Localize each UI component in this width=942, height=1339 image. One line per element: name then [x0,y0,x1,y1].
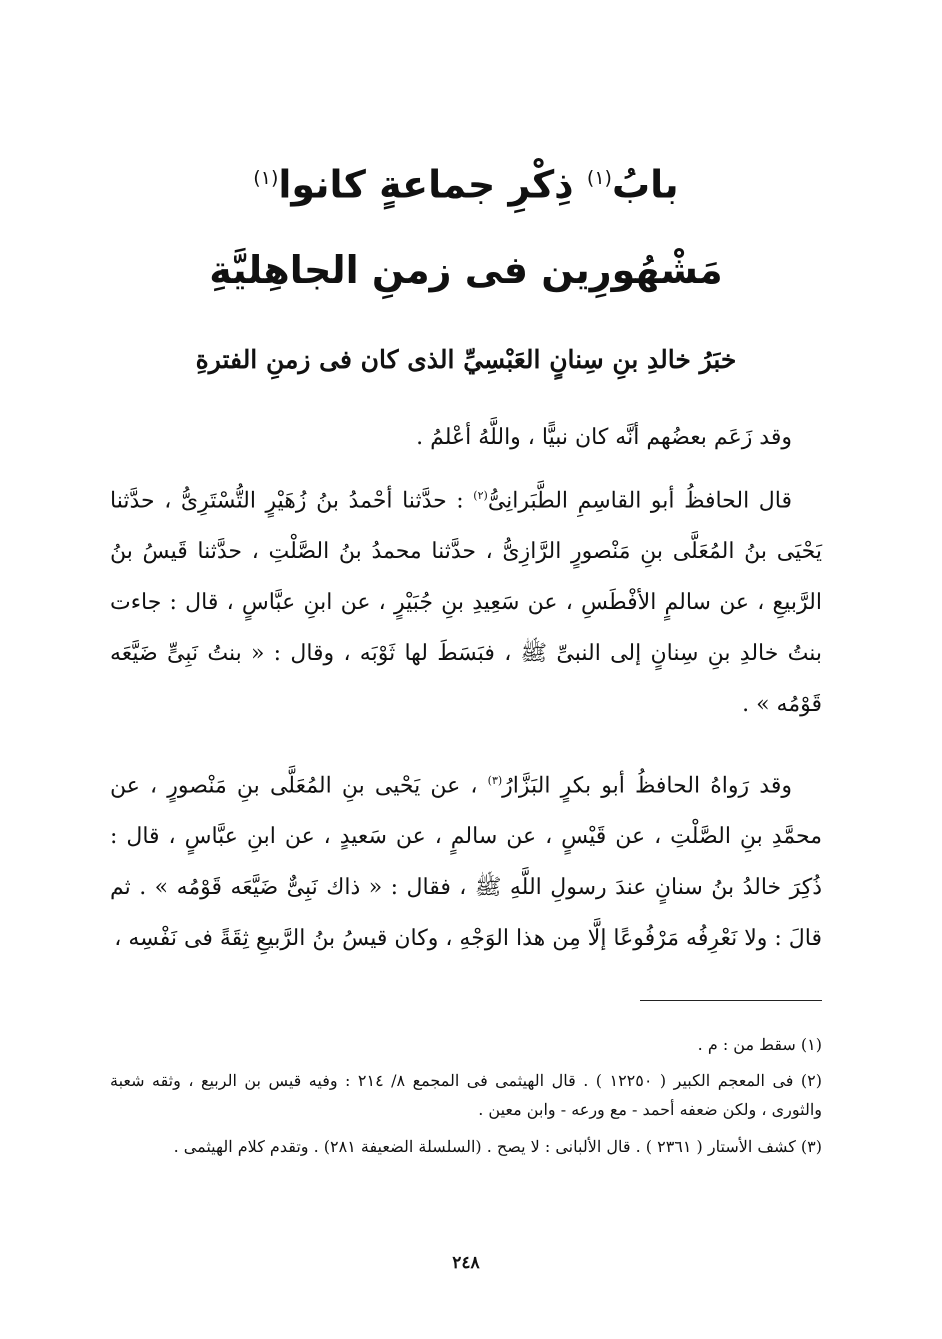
book-page [110,0,822,1339]
section-subheading: خبَرُ خالدِ بنِ سِنانٍ العَبْسِيِّ الذى كان فى زمنِ الفترةِ [195,345,737,374]
chapter-title-line-2: مَشْهُورِين فى زمنِ الجاهِليَّةِ [209,248,723,292]
paragraph-text: ، عن يَحْيى بنِ المُعَلَّى بنِ مَنْصورٍ ، عن محمَّدِ بنِ الصَّلْتِ ، عن قَيْسٍ ، عن سالمٍ ، عن سَعيدٍ ، عن ابنِ عبَّاسٍ ، قال : ذُكِرَ خالدُ بنُ سنانٍ عندَ رسولِ اللَّهِ ﷺ ، فقال : « ذاك نَبِىٌّ ضَيَّعَه قَوْمُه » . ثم قالَ : ولا نَعْرِفُه مَرْفُوعًا إلَّا مِن هذا الوَجْهِ ، وكان قيسُ بنُ الرَّبيعِ ثِقَةً فى نَفْسِه ، [110,773,822,952]
body-paragraph [110,470,822,730]
title-word: بابُ [611,162,679,207]
paragraph-text: : حدَّثنا أحْمدُ بنُ زُهَيْرٍ التُّسْتَرِىُّ ، حدَّثنا يَحْيَى بنُ المُعَلَّى بنِ مَنْصورٍ الرَّازِىُّ ، حدَّثنا محمدُ بنُ الصَّلْتِ ، حدَّثنا قَيسُ بنُ الرَّبيعِ ، عن سالمٍ الأفْطَسِ ، عن سَعِيدِ بنِ جُبَيْرٍ ، عن ابنِ عبَّاسٍ ، قال : جاءت بنتُ خالدِ بنِ سِنانٍ إلى النبىِّ ﷺ ، فبَسَطَ لها ثَوْبَه ، وقال : « بنتُ نَبِىٍّ ضَيَّعَه قَوْمُه » . [110,488,822,718]
title-text: ذِكْرِ جماعةٍ كانوا [278,162,587,207]
chapter-title-line-1 [110,148,822,215]
paragraph-text: وقد رَواهُ الحافظُ أبو بكرٍ البَزَّارُ [502,773,792,799]
footnote-ref: (٣) [487,774,503,787]
footnote-ref: (١) [253,167,279,189]
footnote-ref: (٢) [473,489,488,502]
footnote-divider [640,1000,822,1001]
body-paragraph: وقد زَعَم بعضُهم أنَّه كان نبيًّا ، واللَّهُ أعْلمُ . [416,425,792,450]
paragraph-text: قال الحافظُ أبو القاسِمِ الطَّبَرانِىُّ [487,488,792,514]
body-paragraph [110,755,822,964]
footnote: (٣) كشف الأستار ( ٢٣٦١ ) . قال الألبانى : لا يصح . (السلسلة الضعيفة ٢٨١) . وتقدم كلام الهيثمى . [173,1137,822,1156]
page-number: ٢٤٨ [452,1253,480,1273]
footnote: (١) سقط من : م . [697,1035,822,1054]
footnote-ref: (١) [586,167,612,189]
footnote: (٢) فى المعجم الكبير ( ١٢٢٥٠ ) . قال الهيثمى فى المجمع ٨/ ٢١٤ : وفيه قيس بن الربيع ، وثقه شعبة والثورى ، ولكن ضعفه أحمد - مع ورعه - وابن معين . [110,1071,822,1119]
